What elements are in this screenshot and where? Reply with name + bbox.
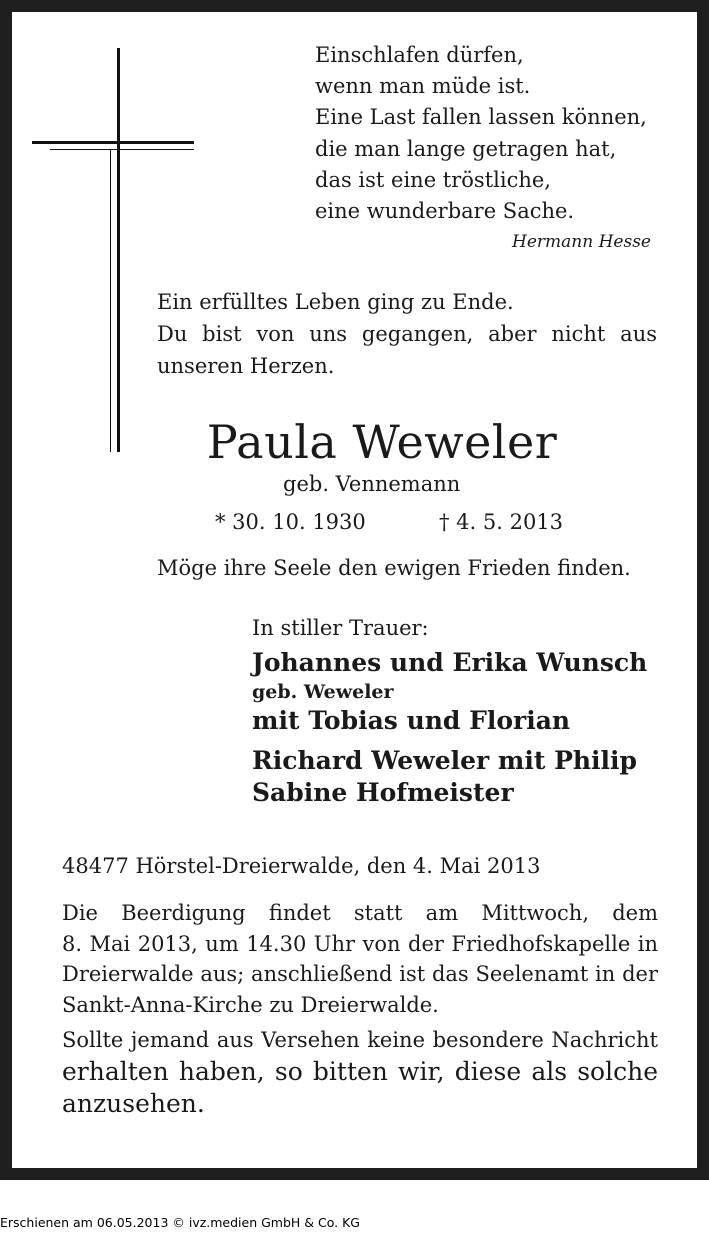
life-dates [215, 508, 564, 536]
mourners-intro: In stiller Trauer: [252, 616, 429, 640]
poem-line: Eine Last fallen lassen können, [315, 105, 647, 130]
funeral-info [62, 898, 658, 1020]
memorial-wish: Möge ihre Seele den ewigen Frieden finden. [157, 556, 631, 580]
notice-line: erhalten haben, so bitten wir, diese als solche [62, 1056, 658, 1086]
mourner-line: mit Tobias und Florian [252, 706, 571, 735]
mourner-line: Johannes und Erika Wunsch [252, 648, 648, 677]
notice-info [62, 1025, 658, 1120]
cross-vertical-bar [117, 48, 120, 452]
death-date: † 4. 5. 2013 [439, 510, 564, 534]
mourner-line: Sabine Hofmeister [252, 778, 514, 807]
deceased-name: Paula Weweler [206, 415, 558, 469]
cross-horizontal-shadow [50, 149, 194, 150]
notice-line: Sollte jemand aus Versehen keine besondere Nachricht [62, 1028, 658, 1052]
intro-line: unseren Herzen. [157, 354, 335, 378]
poem-line: wenn man müde ist. [315, 74, 531, 99]
poem-line: das ist eine tröstliche, [315, 167, 551, 192]
poem-line: Einschlafen dürfen, [315, 43, 524, 67]
deceased-born-name: geb. Vennemann [283, 472, 461, 496]
intro-text [157, 286, 657, 382]
funeral-line: 8. Mai 2013, um 14.30 Uhr von der Friedhofskapelle in [62, 931, 658, 956]
cross-vertical-shadow [110, 150, 111, 452]
notice-line: anzusehen. [62, 1088, 205, 1118]
poem-author: Hermann Hesse [512, 232, 651, 252]
poem-line: die man lange getragen hat, [315, 136, 617, 161]
cross-horizontal-bar [32, 141, 194, 144]
funeral-line: Dreierwalde aus; anschließend ist das Seelenamt in der [62, 962, 658, 986]
mourners-list [252, 647, 647, 809]
publication-footer: Erschienen am 06.05.2013 © ivz.medien GmbH & Co. KG [0, 1215, 360, 1230]
funeral-line: Die Beerdigung findet statt am Mittwoch, dem [62, 901, 658, 925]
place-date: 48477 Hörstel-Dreierwalde, den 4. Mai 2013 [62, 854, 541, 878]
funeral-line: Sankt-Anna-Kirche zu Dreierwalde. [62, 992, 439, 1017]
intro-line: Du bist von uns gegangen, aber nicht aus [157, 322, 657, 346]
poem-quote [315, 40, 647, 227]
poem-line: eine wunderbare Sache. [315, 199, 575, 224]
birth-date: * 30. 10. 1930 [215, 510, 366, 534]
mourner-line: geb. Weweler [252, 681, 394, 703]
intro-line: Ein erfülltes Leben ging zu Ende. [157, 290, 514, 314]
mourner-line: Richard Weweler mit Philip [252, 746, 638, 775]
